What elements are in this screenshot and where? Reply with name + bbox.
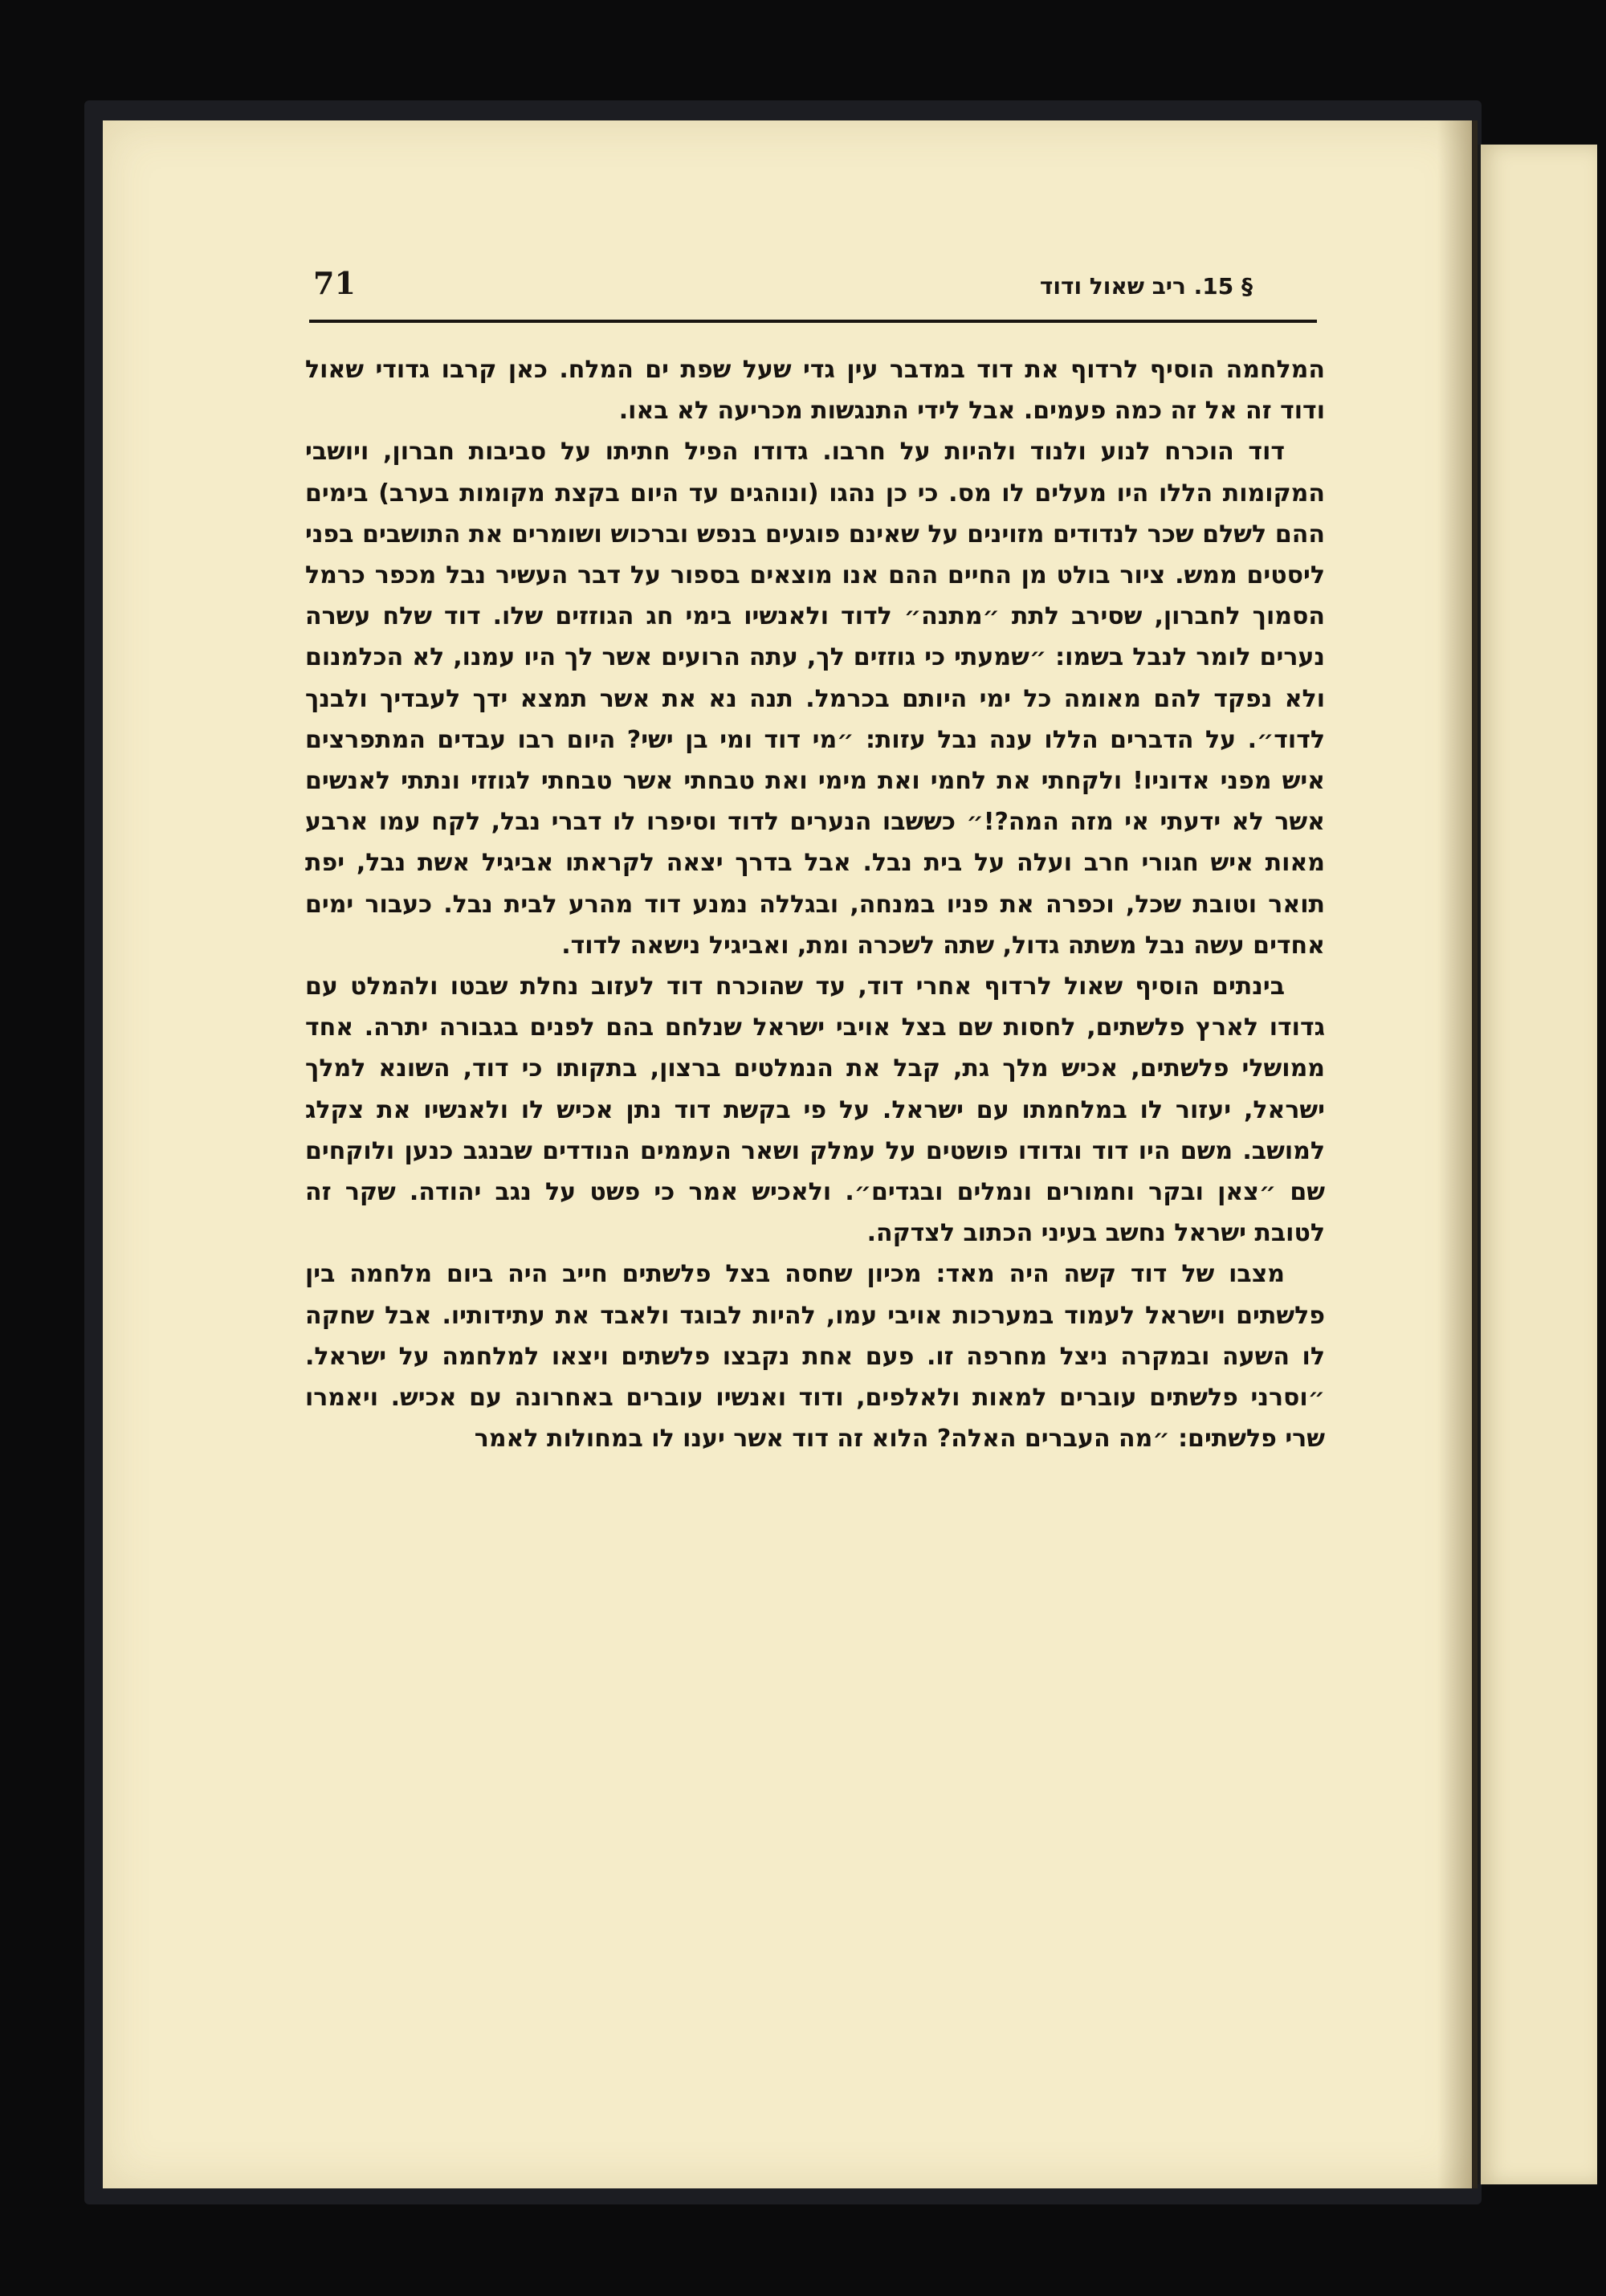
paragraph: המלחמה הוסיף לרדוף את דוד במדבר עין גדי שעל שפת ים המלח. כאן קרבו גדודי שאול ודוד זה אל זה כמה פעמים. אבל לידי התנגשות מכריעה לא באו. [305, 356, 1325, 426]
facing-page-edge [1478, 145, 1597, 2184]
body-text [305, 349, 1325, 2044]
header-rule [309, 320, 1317, 323]
running-title: § 15. ריב שאול ודוד [1039, 273, 1253, 300]
running-head [313, 265, 1317, 313]
gutter-shadow [1437, 120, 1478, 2188]
paragraph: דוד הוכרח לנוע ולנוד ולהיות על חרבו. גדודו הפיל חתיתו על סביבות חברון, ויושבי המקומות הללו היו מעלים לו מס. כי כן נהגו (ונוהגים עד היום בקצת מקומות בערב) בימים ההם לשלם שכר לנדודים מזוינים על שאינם פוגעים בנפש וברכוש ושומרים את התושבים בפני ליסטים ממש. ציור בולט מן החיים ההם אנו מוצאים בספור על דבר העשיר נבל מכפר כרמל הסמוך לחברון, שסירב לתת ״מתנה״ לדוד ולאנשיו בימי חג הגוזזים שלו. דוד שלח עשרה נערים לומר לנבל בשמו: ״שמעתי כי גוזזים לך, עתה הרועים אשר לך היו עמנו, לא הכלמנום ולא נפקד להם מאומה כל ימי היותם בכרמל. תנה נא את אשר תמצא ידך לעבדיך ולבנך לדוד״. על הדברים הללו ענה נבל עזות: ״מי דוד ומי בן ישי? היום רבו עבדים המתפרצים איש מפני אדוניו! ולקחתי את לחמי ואת מימי ואת טבחתי אשר טבחתי לגוזזי ונתתי לאנשים אשר לא ידעתי אי מזה המה?!״ כששבו הנערים לדוד וסיפרו לו דברי נבל, לקח עמו ארבע מאות איש חגורי חרב ועלה על בית נבל. אבל בדרך יצאה לקראתו אביגיל אשת נבל, יפת תואר וטובת שכל, וכפרה את פניו במנחה, ובגללה נמנע דוד מהרע לבית נבל. כעבור ימים אחדים עשה נבל משתה גדול, שתה לשכרה ומת, ואביגיל נישאה לדוד. [305, 438, 1325, 960]
paragraph: מצבו של דוד קשה היה מאד: מכיון שחסה בצל פלשתים חייב היה ביום מלחמה בין פלשתים וישראל לעמוד במערכות אויבי עמו, להיות לבוגד ולאבד את עתידותיו. אבל שחקה לו השעה ובמקרה ניצל מחרפה זו. פעם אחת נקבצו פלשתים ויצאו למלחמה על ישראל. ״וסרני פלשתים עוברים למאות ולאלפים, ודוד ואנשיו עוברים באחרונה עם אכיש. ויאמרו שרי פלשתים: ״מה העברים האלה? הלוא זה דוד אשר יענו לו במחולות לאמר [305, 1260, 1325, 1454]
page-number: 71 [313, 265, 356, 301]
paragraph: בינתים הוסיף שאול לרדוף אחרי דוד, עד שהוכרח דוד לעזוב נחלת שבטו ולהמלט עם גדודו לארץ פלשתים, לחסות שם בצל אויבי ישראל שנלחם בהם לפנים בגבורה יתרה. אחד ממושלי פלשתים, אכיש מלך גת, קבל את הנמלטים ברצון, בתקותו כי דוד, השונא למלך ישראל, יעזור לו במלחמתו עם ישראל. על פי בקשת דוד נתן אכיש לו ולאנשיו את צקלג למושב. משם היו דוד וגדודו פושטים על עמלק ושאר העממים הנודדים שבנגב כנען ולוקחים שם ״צאן ובקר וחמורים ונמלים ובגדים״. ולאכיש אמר כי פשט על נגב יהודה. שקר זה לטובת ישראל נחשב בעיני הכתוב לצדקה. [305, 973, 1325, 1248]
